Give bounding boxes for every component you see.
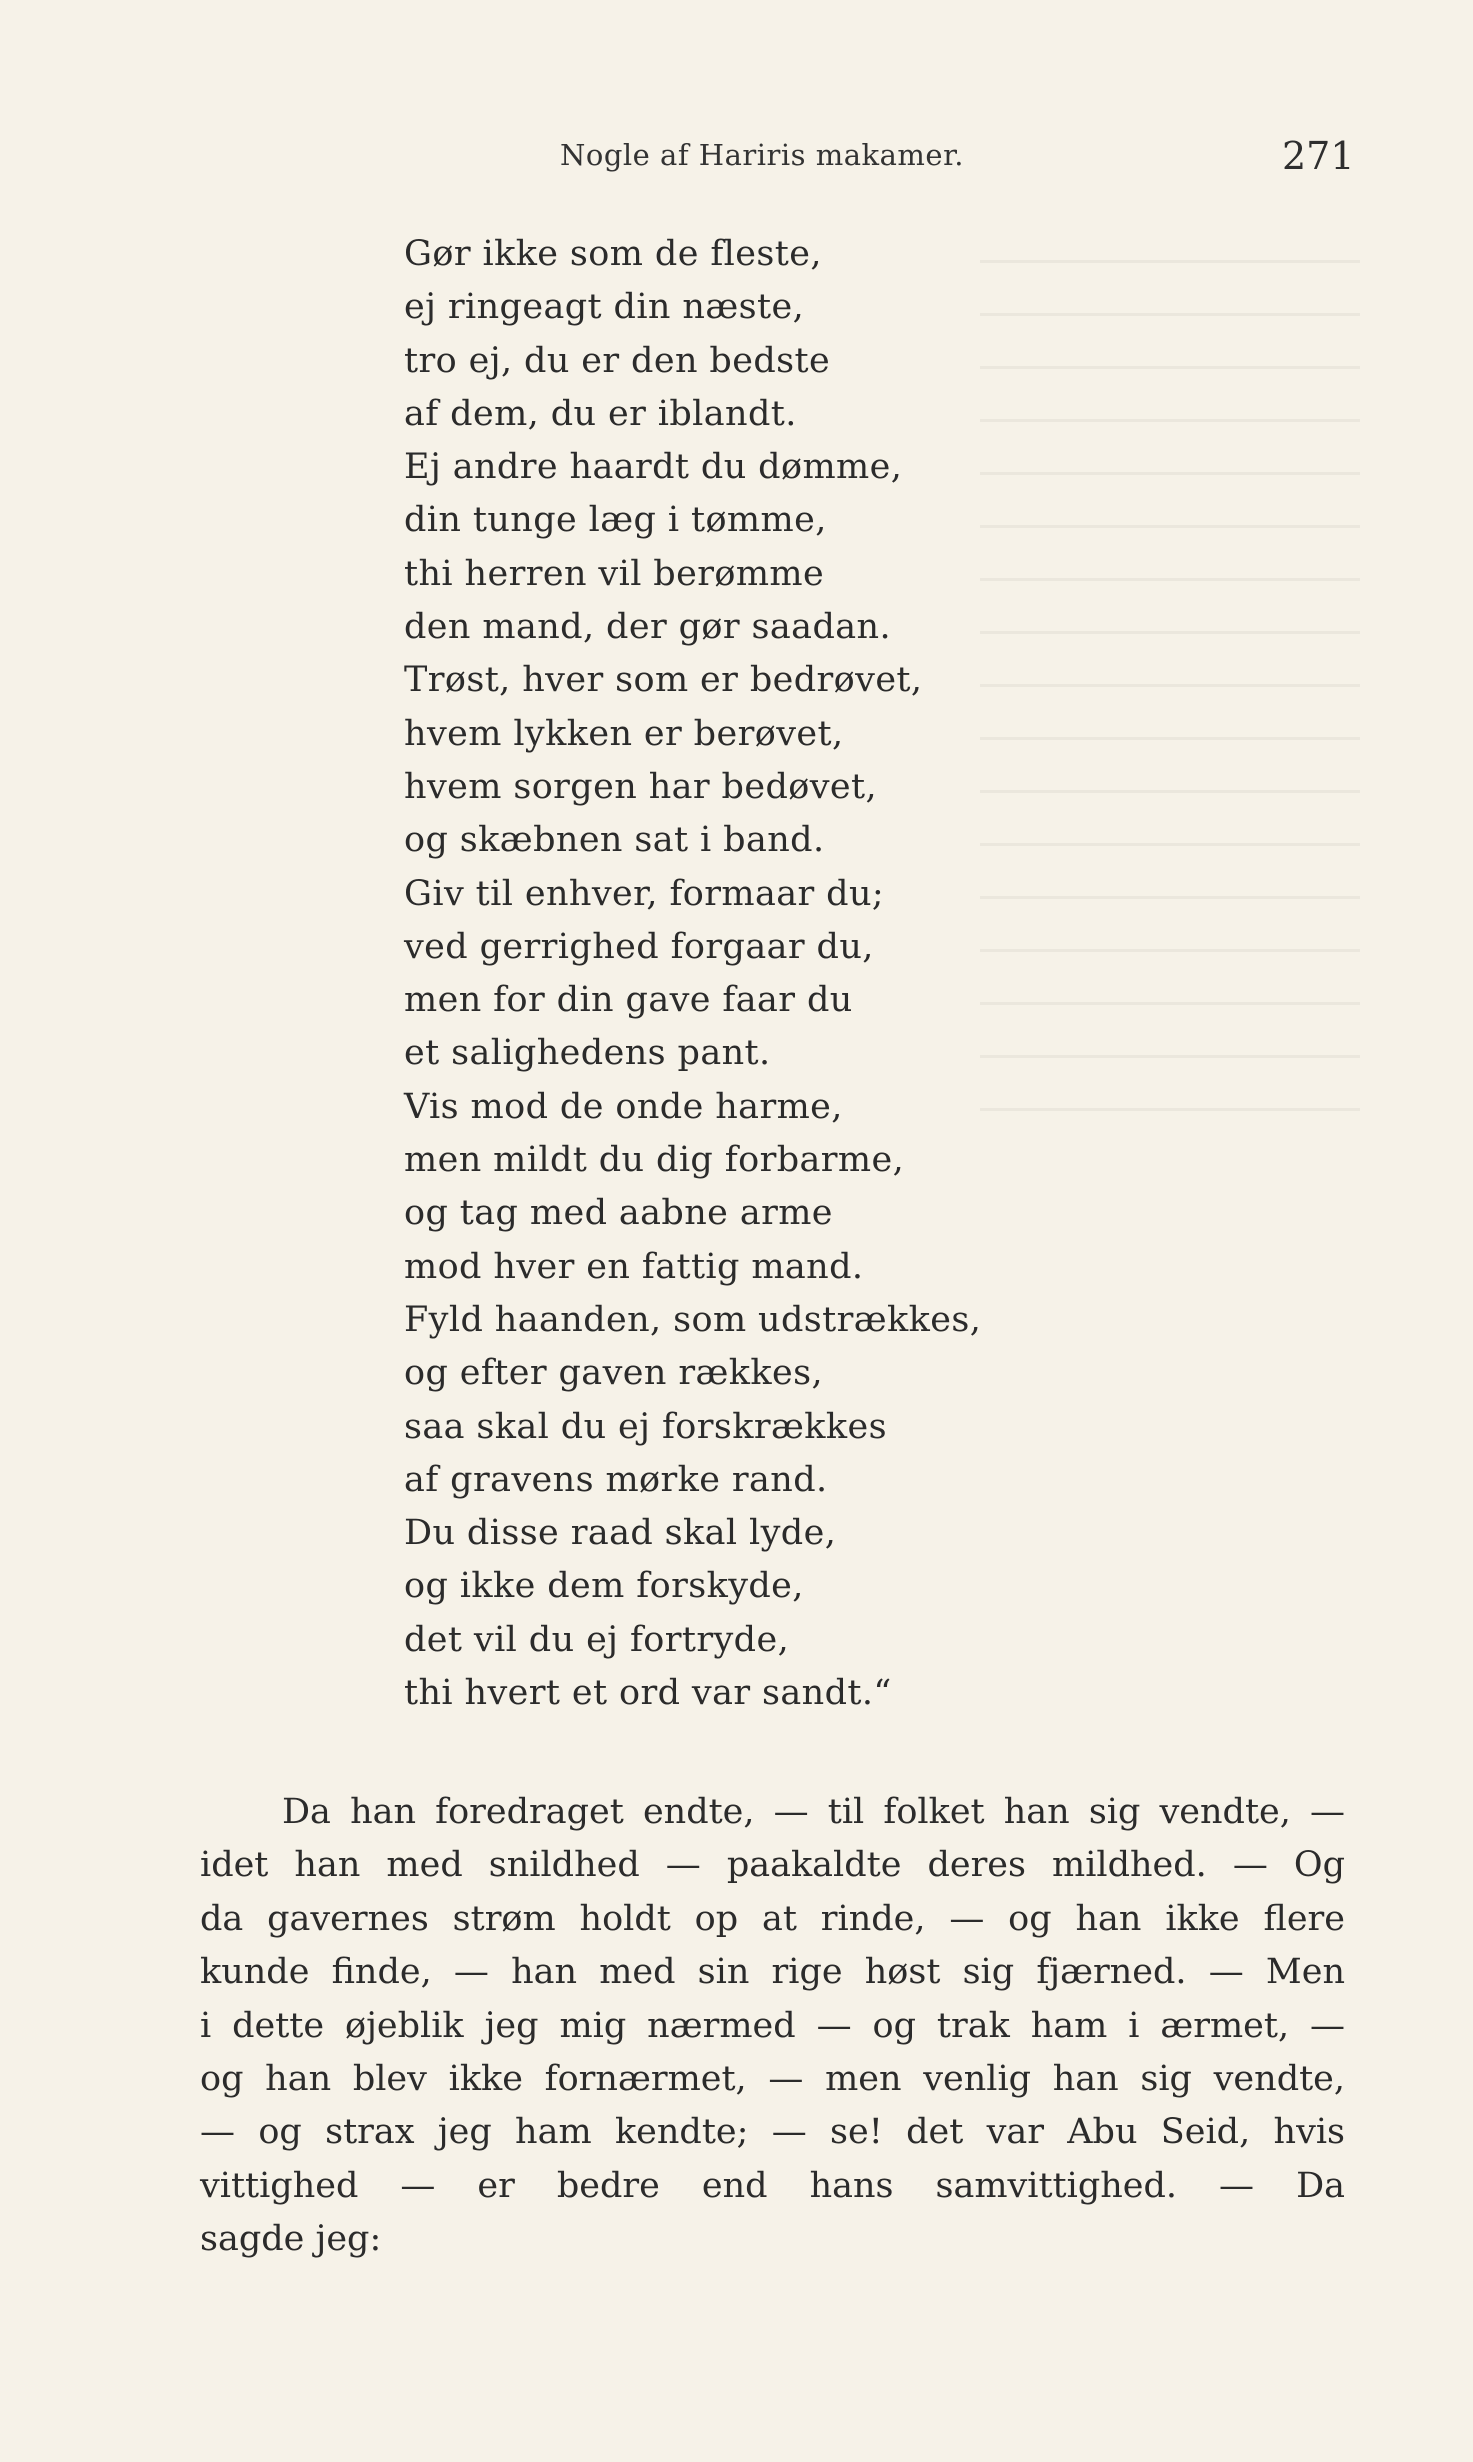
prose-line: — og strax jeg ham kendte; — se! det var Abu Seid, hvis	[200, 2112, 1345, 2153]
prose-line: kunde finde, — han med sin rige høst sig fjærned. — Men	[200, 1952, 1345, 1993]
poem-line: og ikke dem forskyde,	[404, 1566, 804, 1607]
poem-line: Ej andre haardt du dømme,	[404, 447, 903, 488]
prose-line: i dette øjeblik jeg mig nærmed — og trak ham i ærmet, —	[200, 2005, 1345, 2046]
running-head: Nogle af Hariris makamer.	[560, 138, 964, 172]
poem-line: og skæbnen sat i band.	[404, 820, 825, 861]
poem-line: thi herren vil berømme	[404, 553, 825, 594]
poem-line: hvem sorgen har bedøvet,	[404, 766, 878, 807]
page-number: 271	[1282, 134, 1355, 178]
prose-line: og han blev ikke fornærmet, — men venlig han sig vendte,	[200, 2058, 1345, 2099]
poem-line: det vil du ej fortryde,	[404, 1619, 790, 1660]
poem-line: tro ej, du er den bedste	[404, 340, 831, 381]
prose-line: Da han foredraget endte, — til folket han sig vendte, —	[282, 1792, 1345, 1832]
show-through-texture	[980, 230, 1360, 1130]
poem-line: ej ringeagt din næste,	[404, 287, 805, 328]
poem-line: saa skal du ej forskrækkes	[404, 1406, 887, 1447]
prose-line: vittighed — er bedre end hans samvittighed. — Da	[200, 2165, 1345, 2206]
poem-line: og efter gaven rækkes,	[404, 1353, 823, 1394]
prose-line: da gavernes strøm holdt op at rinde, — og han ikke flere	[200, 1898, 1345, 1939]
poem-line: mod hver en fattig mand.	[404, 1246, 864, 1287]
poem-line: Trøst, hver som er bedrøvet,	[404, 660, 923, 701]
poem-line: men mildt du dig forbarme,	[404, 1140, 905, 1181]
poem-line: af gravens mørke rand.	[404, 1459, 828, 1500]
poem-line: Gør ikke som de fleste,	[404, 234, 822, 274]
poem	[404, 228, 981, 1720]
prose-line: idet han med snildhed — paakaldte deres mildhed. — Og	[200, 1845, 1345, 1886]
poem-line: Giv til enhver, formaar du;	[404, 873, 885, 914]
poem-line: thi hvert et ord var sandt.“	[404, 1673, 892, 1714]
prose-line: sagde jeg:	[200, 2219, 382, 2260]
poem-line: Vis mod de onde harme,	[404, 1086, 843, 1127]
page-header	[0, 134, 1473, 188]
poem-line: den mand, der gør saadan.	[404, 607, 891, 648]
poem-line: Du disse raad skal lyde,	[404, 1513, 837, 1554]
prose-paragraph	[200, 1786, 1345, 2267]
poem-line: hvem lykken er berøvet,	[404, 713, 844, 754]
poem-line: et salighedens pant.	[404, 1033, 771, 1074]
poem-line: og tag med aabne arme	[404, 1193, 833, 1234]
poem-line: men for din gave faar du	[404, 980, 853, 1021]
poem-line: din tunge læg i tømme,	[404, 500, 827, 541]
poem-line: Fyld haanden, som udstrækkes,	[404, 1299, 982, 1340]
poem-line: ved gerrighed forgaar du,	[404, 926, 874, 967]
poem-line: af dem, du er iblandt.	[404, 393, 797, 434]
